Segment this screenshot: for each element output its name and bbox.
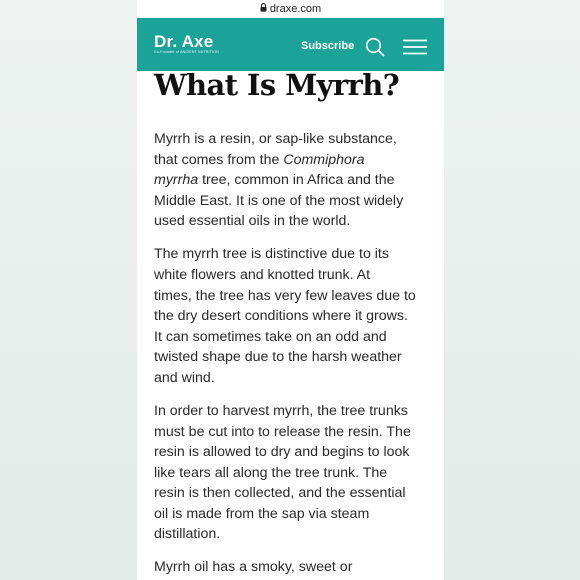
text-line: must be cut into to release the resin. The	[154, 423, 411, 440]
text-span: that comes from the	[154, 151, 284, 168]
article-paragraph-1	[154, 129, 424, 232]
phone-screen	[137, 0, 444, 580]
text-line: Middle East. It is one of the most widely	[154, 192, 404, 209]
article-paragraph-4	[154, 557, 424, 578]
hamburger-menu-icon[interactable]	[402, 39, 428, 55]
url-text: draxe.com	[269, 3, 322, 15]
text-line: resin is allowed to dry and begins to look	[154, 444, 410, 461]
search-icon[interactable]	[365, 37, 385, 57]
text-line: Myrrh oil has a smoky, sweet or	[154, 559, 353, 576]
text-line: oil is made from the sap via steam	[154, 505, 370, 522]
italic-species-name: myrrha	[154, 172, 199, 189]
text-line: In order to harvest myrrh, the tree trunks	[154, 402, 408, 419]
text-line: and wind.	[154, 369, 215, 386]
site-logo[interactable]	[154, 33, 219, 54]
text-span: tree, common in Africa and the	[198, 172, 395, 189]
subscribe-button[interactable]: Subscribe	[301, 40, 355, 52]
text-line: like tears all along the tree trunk. The	[154, 464, 388, 481]
text-line: distillation.	[154, 526, 221, 543]
text-line: Myrrh is a resin, or sap-like substance,	[154, 131, 397, 147]
text-line: times, the tree has very few leaves due to	[154, 287, 416, 304]
text-line	[154, 150, 424, 171]
address-bar[interactable]	[137, 0, 444, 18]
text-line: It can sometimes take on an odd and	[154, 328, 387, 345]
text-line: The myrrh tree is distinctive due to its	[154, 246, 389, 263]
text-line: used essential oils in the world.	[154, 213, 351, 230]
italic-species-name: Commiphora	[283, 151, 365, 168]
article-paragraph-3	[154, 401, 424, 545]
background-left	[0, 0, 137, 580]
text-line: resin is then collected, and the essential	[154, 485, 406, 502]
text-line: the dry desert conditions where it grows.	[154, 308, 408, 325]
article-title: What Is Myrrh?	[154, 68, 400, 102]
article-paragraph-2	[154, 244, 424, 388]
background-right	[444, 0, 580, 580]
article-body	[154, 66, 424, 578]
site-header	[137, 18, 444, 71]
text-line: white flowers and knotted trunk. At	[154, 266, 371, 283]
logo-text: Dr. Axe	[154, 32, 214, 51]
logo-tagline: Co-Founder of ANCIENT NUTRITION	[154, 50, 219, 54]
lock-icon	[260, 3, 267, 15]
text-line	[154, 170, 424, 191]
text-line: twisted shape due to the harsh weather	[154, 349, 402, 366]
